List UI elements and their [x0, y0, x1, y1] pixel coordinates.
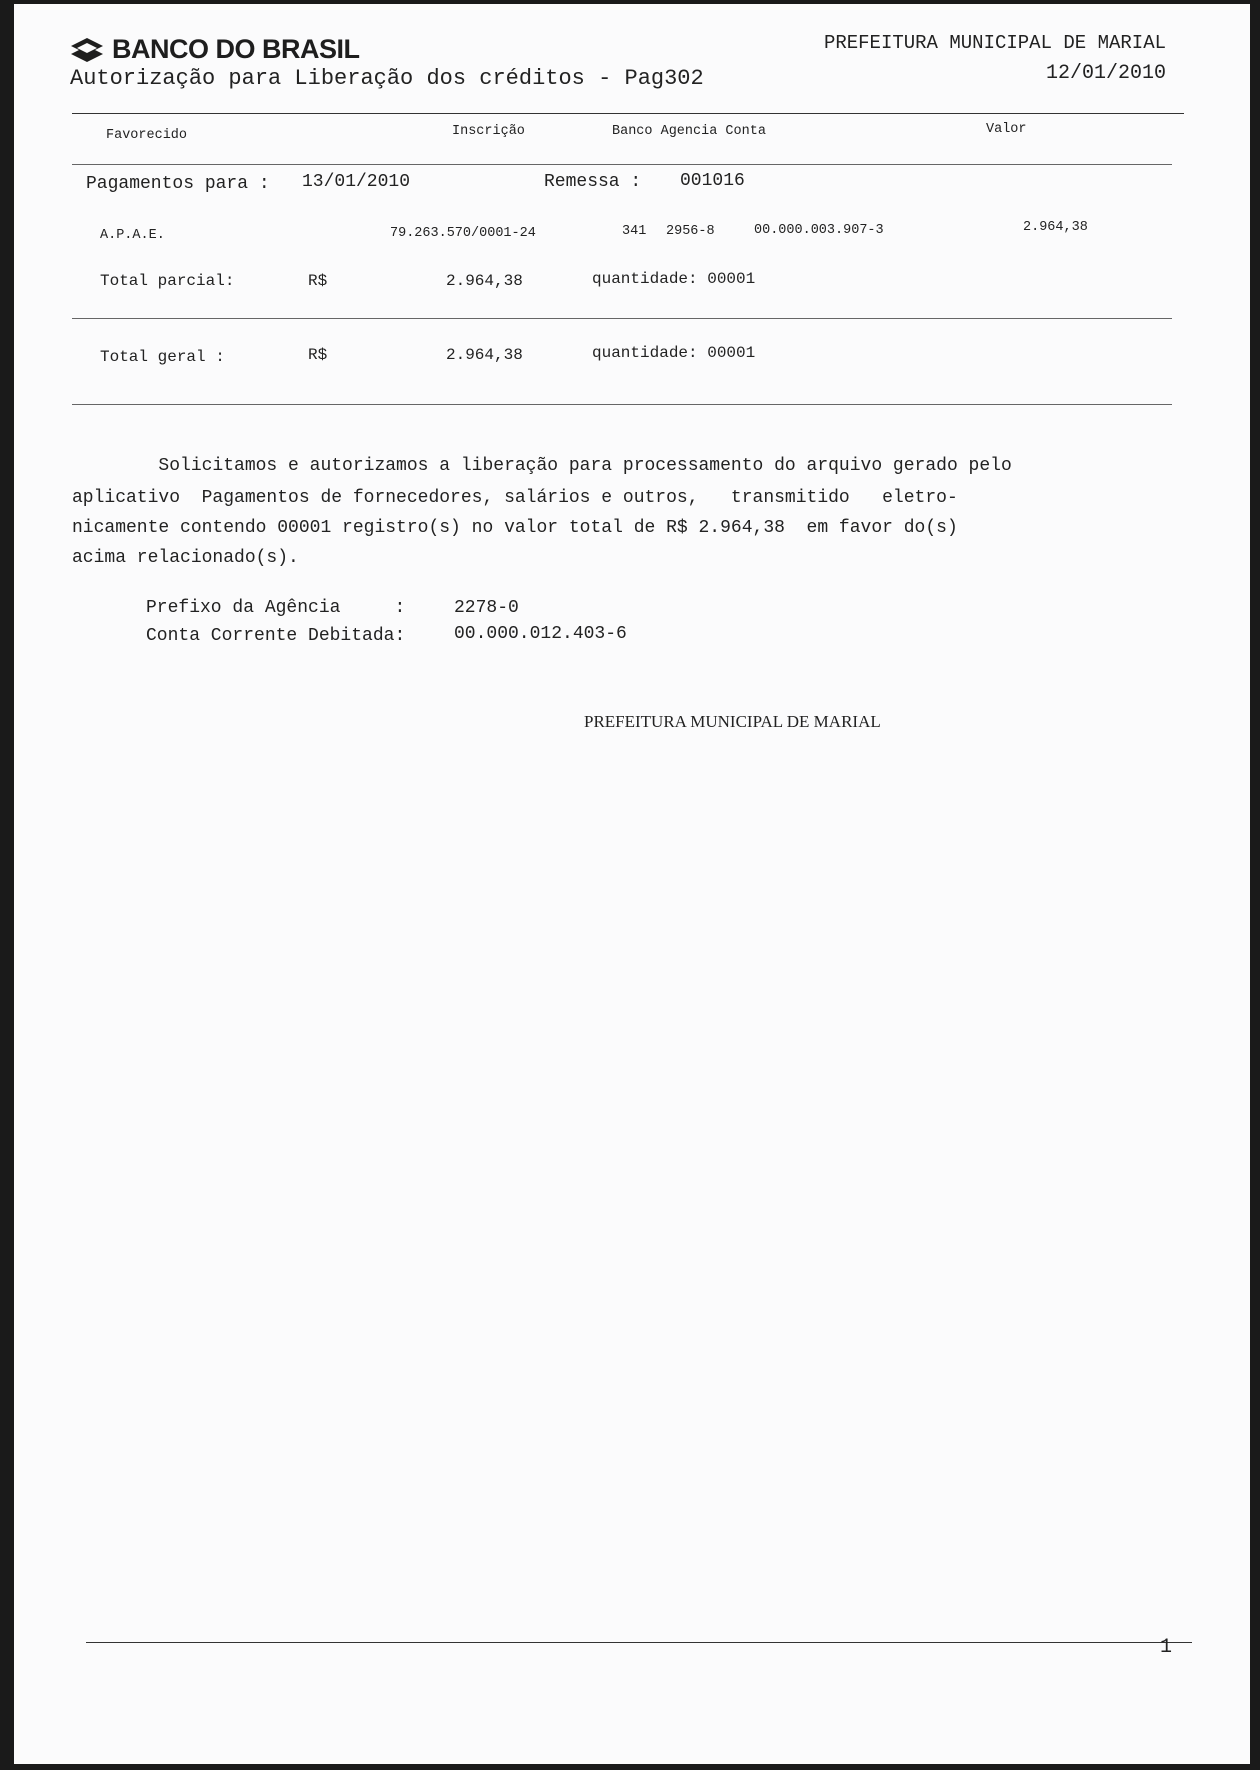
grand-total-amount: 2.964,38	[446, 346, 523, 364]
entry-banco: 341	[622, 224, 647, 239]
bank-name: BANCO DO BRASIL	[112, 34, 360, 64]
organization-name: PREFEITURA MUNICIPAL DE MARIAL	[823, 32, 1166, 54]
partial-total-amount: 2.964,38	[446, 272, 523, 290]
payments-date: 13/01/2010	[302, 172, 411, 192]
agency-prefix-value: 2278-0	[454, 598, 519, 618]
authorization-line-4: acima relacionado(s).	[72, 548, 299, 568]
debited-account-label: Conta Corrente Debitada:	[146, 626, 406, 646]
payments-label: Pagamentos para :	[86, 174, 270, 194]
entry-inscricao: 79.263.570/0001-24	[390, 226, 536, 241]
grand-total-currency: R$	[308, 346, 328, 364]
col-valor: Valor	[986, 122, 1027, 137]
grand-total-quantity: quantidade: 00001	[592, 344, 756, 362]
grand-total-label: Total geral :	[100, 348, 225, 366]
agency-prefix-label: Prefixo da Agência :	[146, 598, 406, 618]
authorization-line-1: Solicitamos e autorizamos a liberação para processamento do arquivo gerado pelo	[72, 456, 1012, 476]
entry-agencia: 2956-8	[666, 224, 715, 239]
remessa-number: 001016	[680, 171, 745, 191]
entry-favorecido: A.P.A.E.	[100, 228, 165, 243]
grand-divider	[72, 404, 1172, 405]
partial-total-currency: R$	[308, 272, 328, 290]
authorization-line-3: nicamente contendo 00001 registro(s) no valor total de R$ 2.964,38 em favor do(s)	[72, 518, 958, 538]
partial-divider	[72, 318, 1172, 319]
document-date: 12/01/2010	[1045, 62, 1166, 85]
document-title: Autorização para Liberação dos créditos - Pag302	[70, 66, 704, 91]
entry-valor: 2.964,38	[1023, 220, 1088, 235]
footer-divider	[86, 1642, 1192, 1643]
columns-divider	[72, 164, 1172, 165]
remessa-label: Remessa :	[544, 172, 642, 192]
entry-conta: 00.000.003.907-3	[754, 223, 884, 238]
page-number: 1	[1159, 1636, 1172, 1659]
partial-total-label: Total parcial:	[100, 272, 235, 290]
partial-total-quantity: quantidade: 00001	[592, 270, 756, 288]
bank-logo	[70, 34, 360, 65]
signature-organization: PREFEITURA MUNICIPAL DE MARIAL	[584, 712, 881, 731]
col-favorecido: Favorecido	[106, 128, 188, 143]
authorization-line-2: aplicativo Pagamentos de fornecedores, salários e outros, transmitido eletro-	[72, 488, 958, 508]
col-banco-agencia-conta: Banco Agencia Conta	[612, 124, 766, 139]
bank-logo-icon	[70, 37, 104, 63]
header-divider	[72, 113, 1184, 114]
col-inscricao: Inscrição	[452, 124, 525, 139]
document-page	[14, 4, 1250, 1764]
debited-account-value: 00.000.012.403-6	[454, 624, 627, 644]
